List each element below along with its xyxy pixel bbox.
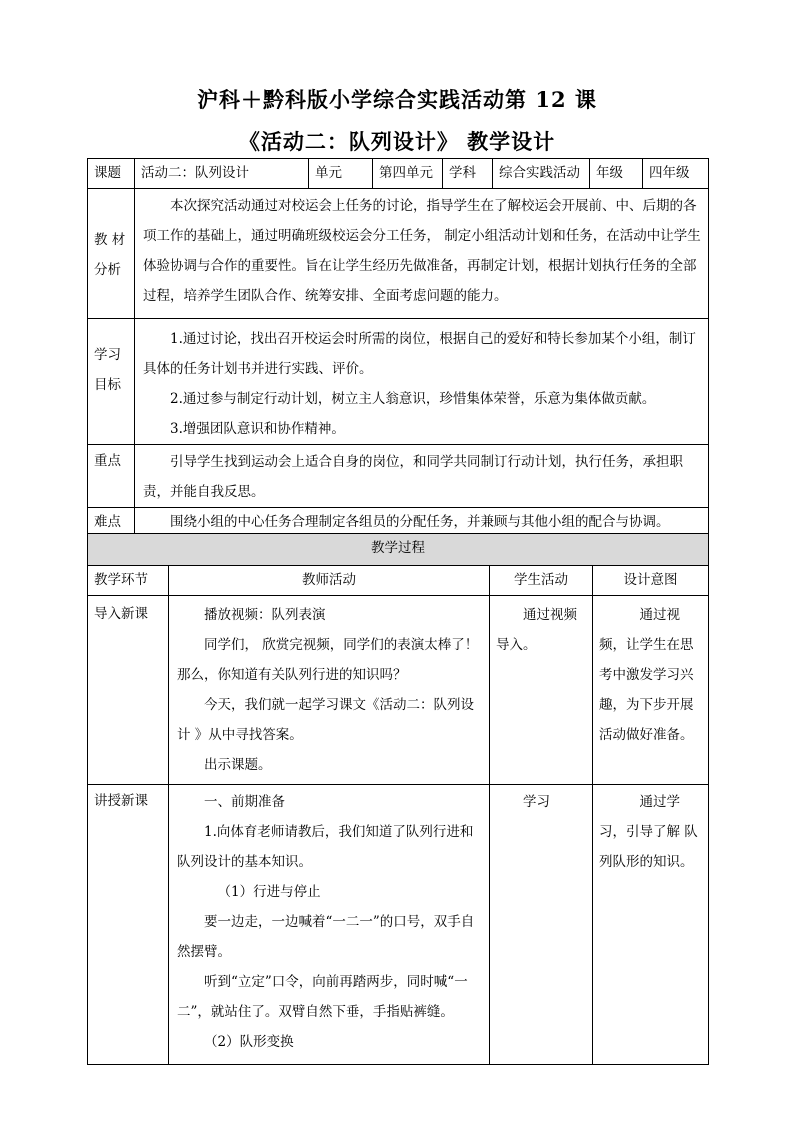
goal-item: 3.增强团队意识和协作精神。 — [170, 421, 345, 437]
teacher-activity-cell — [169, 785, 490, 1065]
topic-label: 课题 — [88, 159, 135, 189]
stage-cell: 导入新课 — [88, 596, 169, 785]
teacher-line: 1.向体育老师请教后，我们知道了队列行进和队列设计的基本知识。 — [177, 824, 474, 870]
teacher-line: 听到“立定”口令，向前再踏两步，同时喊“一二”，就站住了。双臂自然下垂，手指贴裤缝。 — [177, 974, 468, 1020]
teacher-line: 今天，我们就一起学习课文《活动二：队列设计 》从中寻找答案。 — [177, 697, 474, 743]
lesson-info-table — [87, 158, 709, 538]
goal-item: 2.通过参与制定行动计划，树立主人翁意识，珍惜集体荣誉，乐意为集体做贡献。 — [170, 391, 656, 407]
teaching-process-table — [87, 533, 709, 1065]
key-text: 引导学生找到运动会上适合自身的岗位，和同学共同制订行动计划，执行任务，承担职责，并能自我反思。 — [135, 445, 709, 508]
teacher-line: 同学们， 欣赏完视频，同学们的表演太棒了！那么，你知道有关队列行进的知识吗？ — [177, 637, 479, 683]
goals-label — [88, 319, 135, 445]
goal-item: 1.通过讨论，找出召开校运会时所需的岗位，根据自己的爱好和特长参加某个小组，制订具体的任务计划书并进行实践、评价。 — [143, 331, 696, 377]
column-header: 教师活动 — [169, 566, 490, 596]
table-row — [88, 596, 709, 785]
design-intent-cell: 通过视频，让学生在思考中激发学习兴趣，为下步开展活动做好准备。 — [593, 596, 709, 785]
student-activity-cell: 通过视频导入。 — [490, 596, 593, 785]
analysis-label-line2: 分析 — [94, 262, 121, 278]
design-intent-cell: 通过学习，引导了解 队列队形的知识。 — [593, 785, 709, 1065]
column-header: 教学环节 — [88, 566, 169, 596]
unit-label: 单元 — [309, 159, 373, 189]
analysis-text: 本次探究活动通过对校运会上任务的讨论，指导学生在了解校运会开展前、中、后期的各项工作的基础上，通过明确班级校运会分工任务， 制定小组活动计划和任务，在活动中让学生体验协调与合作的重要性。旨在让学生经历先做准备，再制定计划，根据计划执行任务的全部过程，培养学生团队合作、统筹安排、全面考虑问题的能力。 — [135, 189, 709, 319]
column-header: 学生活动 — [490, 566, 593, 596]
teacher-line: 要一边走，一边喊着“一二一”的口号，双手自然摆臂。 — [177, 914, 475, 960]
goals-text — [135, 319, 709, 445]
goals-label-line1: 学习 — [94, 347, 121, 363]
stage-cell: 讲授新课 — [88, 785, 169, 1065]
teacher-activity-cell — [169, 596, 490, 785]
column-header: 设计意图 — [593, 566, 709, 596]
analysis-label-line1: 教 材 — [94, 232, 126, 248]
subject-label: 学科 — [443, 159, 493, 189]
teacher-line: 播放视频：队列表演 — [204, 607, 326, 623]
grade-value: 四年级 — [643, 159, 709, 189]
document-subtitle: 《活动二：队列设计》 教学设计 — [238, 129, 556, 154]
goals-label-line2: 目标 — [94, 377, 121, 393]
teacher-line: 出示课题。 — [204, 757, 272, 773]
difficulty-label: 难点 — [88, 508, 135, 538]
teacher-line: 一、前期准备 — [204, 794, 285, 810]
unit-value: 第四单元 — [373, 159, 443, 189]
process-header: 教学过程 — [88, 534, 709, 566]
difficulty-text: 围绕小组的中心任务合理制定各组员的分配任务，并兼顾与其他小组的配合与协调。 — [135, 508, 709, 538]
document-title: 沪科＋黔科版小学综合实践活动第 12 课 — [197, 87, 597, 112]
table-row — [88, 785, 709, 1065]
student-activity-cell: 学习 — [490, 785, 593, 1065]
analysis-label — [88, 189, 135, 319]
topic-value: 活动二：队列设计 — [135, 159, 309, 189]
key-label: 重点 — [88, 445, 135, 508]
grade-label: 年级 — [590, 159, 643, 189]
teacher-line: （1）行进与停止 — [217, 884, 321, 900]
subject-value: 综合实践活动 — [493, 159, 590, 189]
teacher-line: （2）队形变换 — [204, 1034, 294, 1050]
